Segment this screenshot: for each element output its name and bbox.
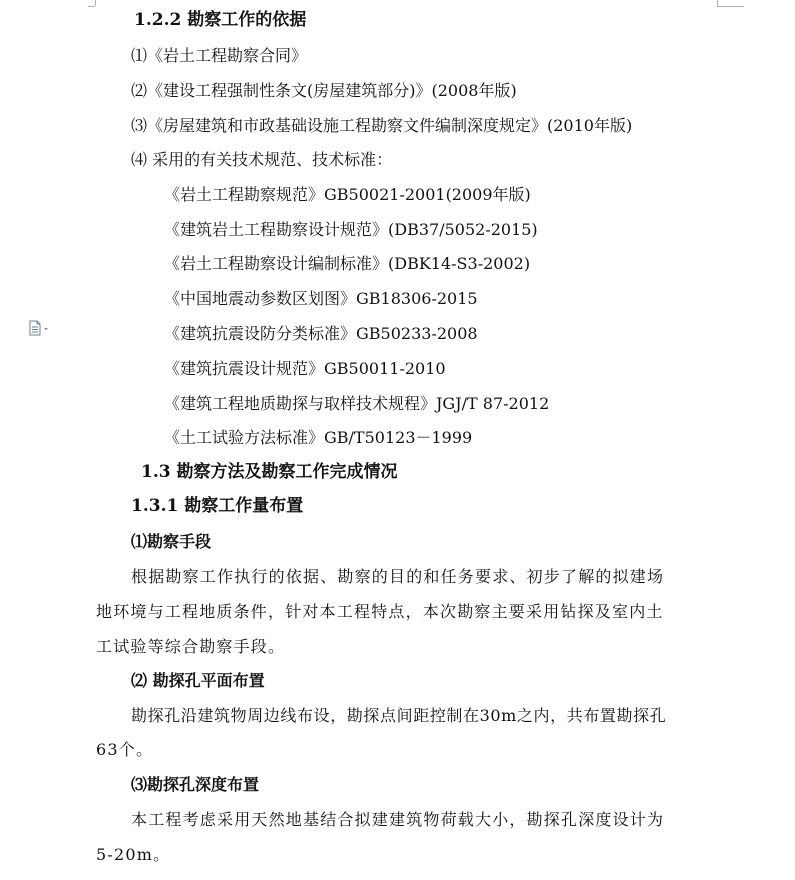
standard-item: 《建筑工程地质勘探与取样技术规程》JGJ/T 87-2012 <box>164 394 550 413</box>
subsection-title-2: ⑵ 勘探孔平面布置 <box>131 671 265 690</box>
subsection-title-1: ⑴勘察手段 <box>131 532 212 551</box>
paragraph-line: 63个。 <box>96 740 154 759</box>
paragraph-line: 地环境与工程地质条件，针对本工程特点，本次勘察主要采用钻探及室内土 <box>96 602 664 621</box>
section-heading-1-3: 1.3 勘察方法及勘察工作完成情况 <box>141 462 398 482</box>
paragraph-line: 根据勘察工作执行的依据、勘察的目的和任务要求、初步了解的拟建场 <box>131 567 665 586</box>
crop-mark-top-left <box>95 0 96 6</box>
crop-mark-top-right-h <box>717 6 744 7</box>
section-heading-1-2-2: 1.2.2 勘察工作的依据 <box>134 10 307 30</box>
standard-item: 《土工试验方法标准》GB/T50123－1999 <box>164 428 473 447</box>
basis-item-1: ⑴《岩土工程勘察合同》 <box>131 46 308 65</box>
standard-item: 《建筑抗震设计规范》GB50011-2010 <box>164 359 446 378</box>
basis-item-3: ⑶《房屋建筑和市政基础设施工程勘察文件编制深度规定》(2010年版) <box>131 116 633 135</box>
standard-item: 《中国地震动参数区划图》GB18306-2015 <box>164 289 478 308</box>
paragraph-line: 勘探孔沿建筑物周边线布设，勘探点间距控制在30m之内，共布置勘探孔 <box>131 706 667 725</box>
paragraph-line: 本工程考虑采用天然地基结合拟建建筑物荷载大小，勘探孔深度设计为 <box>131 810 665 829</box>
basis-item-4: ⑷ 采用的有关技术规范、技术标准： <box>131 150 393 169</box>
standard-item: 《岩土工程勘察设计编制标准》(DBK14-S3-2002) <box>164 254 531 273</box>
standard-item: 《建筑岩土工程勘察设计规范》(DB37/5052-2015) <box>164 220 538 239</box>
paragraph-line: 工试验等综合勘察手段。 <box>96 637 286 656</box>
crop-mark-top-left-h <box>88 6 95 7</box>
document-icon[interactable] <box>28 320 52 336</box>
standard-item: 《岩土工程勘察规范》GB50021-2001(2009年版) <box>164 185 531 204</box>
section-heading-1-3-1: 1.3.1 勘察工作量布置 <box>131 496 304 516</box>
subsection-title-3: ⑶勘探孔深度布置 <box>131 775 260 794</box>
paragraph-line: 5-20m。 <box>96 845 171 864</box>
standard-item: 《建筑抗震设防分类标准》GB50233-2008 <box>164 324 478 343</box>
basis-item-2: ⑵《建设工程强制性条文(房屋建筑部分)》(2008年版) <box>131 81 517 100</box>
